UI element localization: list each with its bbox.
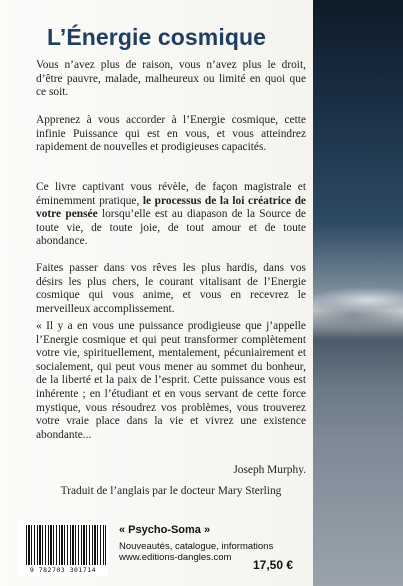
paragraph-3-bold: le processus de la loi créatrice de votre pensée [36,194,306,221]
barcode-number: 9 782703 301714 [29,566,97,574]
book-title: L’Énergie cosmique [46,24,267,50]
price: 17,50 € [253,558,294,572]
translator-credit: Traduit de l’anglais par le docteur Mary Sterling [60,485,282,497]
paragraph-4: Faites passer dans vos rêves les plus hardis, dans vos désirs les plus chers, le courant vitalisant de l’Energie cosmique qui vous anime, et vous en recevrez le merveilleux accomplissement. [36,262,306,315]
paragraph-3 [36,181,306,249]
publisher-website: www.editions-dangles.com [119,552,232,563]
barcode [18,521,108,576]
author-signature: Joseph Murphy. [233,464,306,476]
collection-name: « Psycho-Soma » [119,524,211,536]
sky-photo-strip [313,0,403,586]
publisher-info [119,541,273,563]
paragraph-3-start: Ce livre captivant vous révèle, de façon magistrale et éminemment pratique, [36,181,306,207]
paragraph-2: Apprenez à vous accorder à l’Energie cosmique, cette infinie Puissance qui est en vous, et vous atteindrez rapidement de nouvelles et prodigieuses capacités. [36,114,306,154]
quote-paragraph: « Il y a en vous une puissance prodigieuse que j’appelle l’Energie cosmique et qui peut transformer complètement votre vie, spirituellement, mentalement, pécuniairement et socialement, qui peut vous mener au sommet du bonheur, de la liberté et la paix de l’esprit. Cette puissance vous est inhérente ; en l’étudiant et en vous servant de cette force mystique, vous résoudrez vos problèmes, vous trouverez votre vraie place dans la vie et vivrez une existence abondante... [36,320,306,441]
barcode-bars [26,525,106,565]
paragraph-1: Vous n’avez plus de raison, vous n’avez plus le droit, d’être pauvre, malade, malheureux ou limité en quoi que ce soit. [36,59,306,99]
publisher-info-line-1: Nouveautés, catalogue, informations [119,541,274,552]
paragraph-3-end: lorsqu’elle est au diapason de la Source de toute vie, de toute joie, de tout amour et de toute abondance. [36,208,306,248]
